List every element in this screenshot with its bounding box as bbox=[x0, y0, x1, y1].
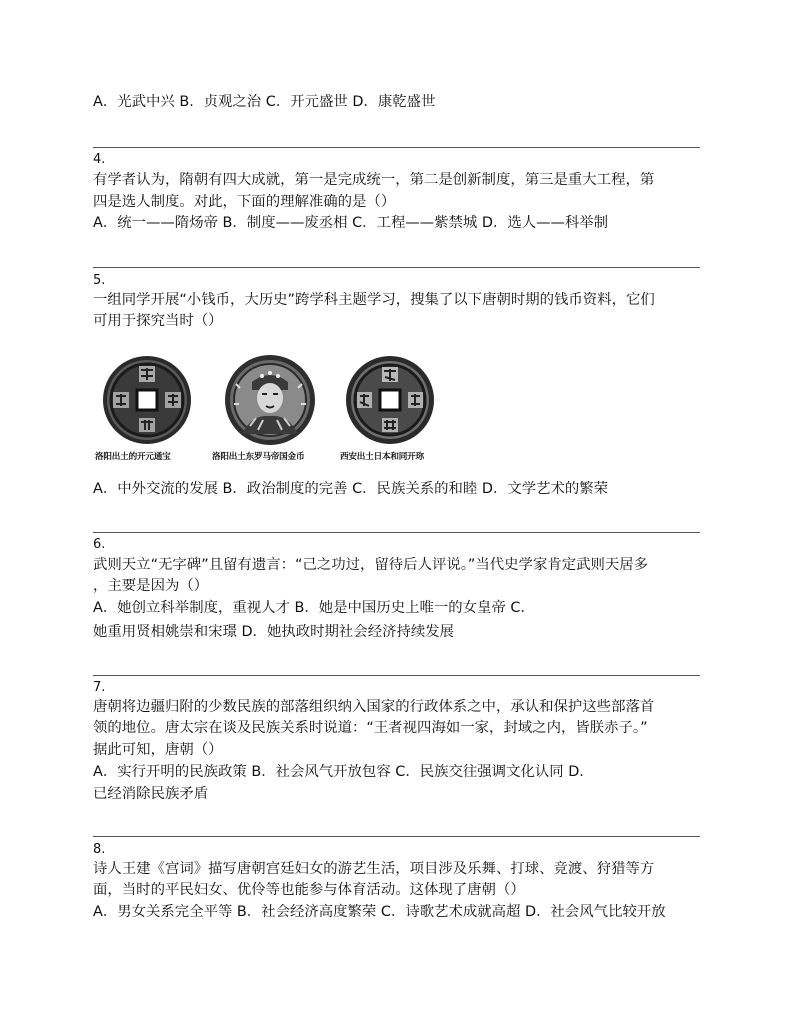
divider bbox=[93, 147, 700, 148]
q8-options: A．男女关系完全平等 B．社会经济高度繁荣 C．诗歌艺术成就高超 D．社会风气比较开放 bbox=[93, 904, 666, 920]
q7-stem-line2: 领的地位。唐太宗在谈及民族关系时说道：“王者视四海如一家，封域之内，皆朕赤子。” bbox=[93, 720, 648, 736]
q4-stem-line2: 四是选人制度。对此，下面的理解准确的是（） bbox=[93, 194, 396, 210]
coin-figure-wado bbox=[334, 354, 444, 466]
q7-stem-line3: 据此可知，唐朝（） bbox=[93, 742, 223, 758]
divider bbox=[93, 836, 700, 837]
q5-options: A．中外交流的发展 B．政治制度的完善 C．民族关系的和睦 D．文学艺术的繁荣 bbox=[93, 481, 609, 497]
q7-stem-line1: 唐朝将边疆归附的少数民族的部落组织纳入国家的行政体系之中，承认和保护这些部落首 bbox=[93, 699, 655, 715]
q6-stem-line2: ，主要是因为（） bbox=[93, 578, 209, 594]
q4-options: A．统一——隋炀帝 B．制度——废丞相 C．工程——紫禁城 D．选人——科举制 bbox=[93, 215, 609, 231]
q6-number: 6. bbox=[93, 537, 106, 552]
q5-stem-line1: 一组同学开展“小钱币，大历史”跨学科主题学习，搜集了以下唐朝时期的钱币资料，它们 bbox=[93, 292, 655, 308]
q6-stem-line1: 武则天立“无字碑”且留有遗言：“己之功过，留待后人评说。”当代史学家肯定武则天居多 bbox=[93, 557, 649, 573]
coin-figure-byzantine bbox=[212, 354, 332, 466]
q6-options-line1: A．她创立科举制度，重视人才 B．她是中国历史上唯一的女皇帝 C． bbox=[93, 600, 535, 616]
square-hole-coin-icon bbox=[334, 354, 444, 450]
q4-number: 4. bbox=[93, 152, 106, 167]
q7-options-line1: A．实行开明的民族政策 B．社会风气开放包容 C．民族交往强调文化认同 D． bbox=[93, 764, 594, 780]
coin-caption-byzantine: 洛阳出土东罗马帝国金币 bbox=[212, 452, 305, 462]
q7-options-line2: 已经消除民族矛盾 bbox=[93, 786, 209, 802]
q8-stem-line1: 诗人王建《宫词》描写唐朝宫廷妇女的游艺生活，项目涉及乐舞、打球、竞渡、狩猎等方 bbox=[93, 861, 655, 877]
q4-stem-line1: 有学者认为，隋朝有四大成就，第一是完成统一，第二是创新制度，第三是重大工程，第 bbox=[93, 172, 655, 188]
q8-number: 8. bbox=[93, 842, 106, 857]
divider bbox=[93, 675, 700, 676]
q5-number: 5. bbox=[93, 273, 106, 288]
divider bbox=[93, 267, 700, 268]
coin-caption-wado: 西安出土日本和同开珎 bbox=[340, 452, 424, 462]
coin-caption-kaiyuan: 洛阳出土的开元通宝 bbox=[95, 452, 171, 462]
q8-stem-line2: 面，当时的平民妇女、优伶等也能参与体育活动。这体现了唐朝（） bbox=[93, 882, 525, 898]
q6-options-line2: 她重用贤相姚崇和宋璟 D．她执政时期社会经济持续发展 bbox=[93, 624, 455, 640]
byzantine-coin-icon bbox=[212, 354, 332, 450]
q3-options: A．光武中兴 B．贞观之治 C．开元盛世 D．康乾盛世 bbox=[93, 94, 436, 110]
square-hole-coin-icon bbox=[93, 354, 203, 450]
q7-number: 7. bbox=[93, 680, 106, 695]
q5-stem-line2: 可用于探究当时（） bbox=[93, 313, 223, 329]
coin-figure-kaiyuan bbox=[93, 354, 203, 466]
divider bbox=[93, 532, 700, 533]
